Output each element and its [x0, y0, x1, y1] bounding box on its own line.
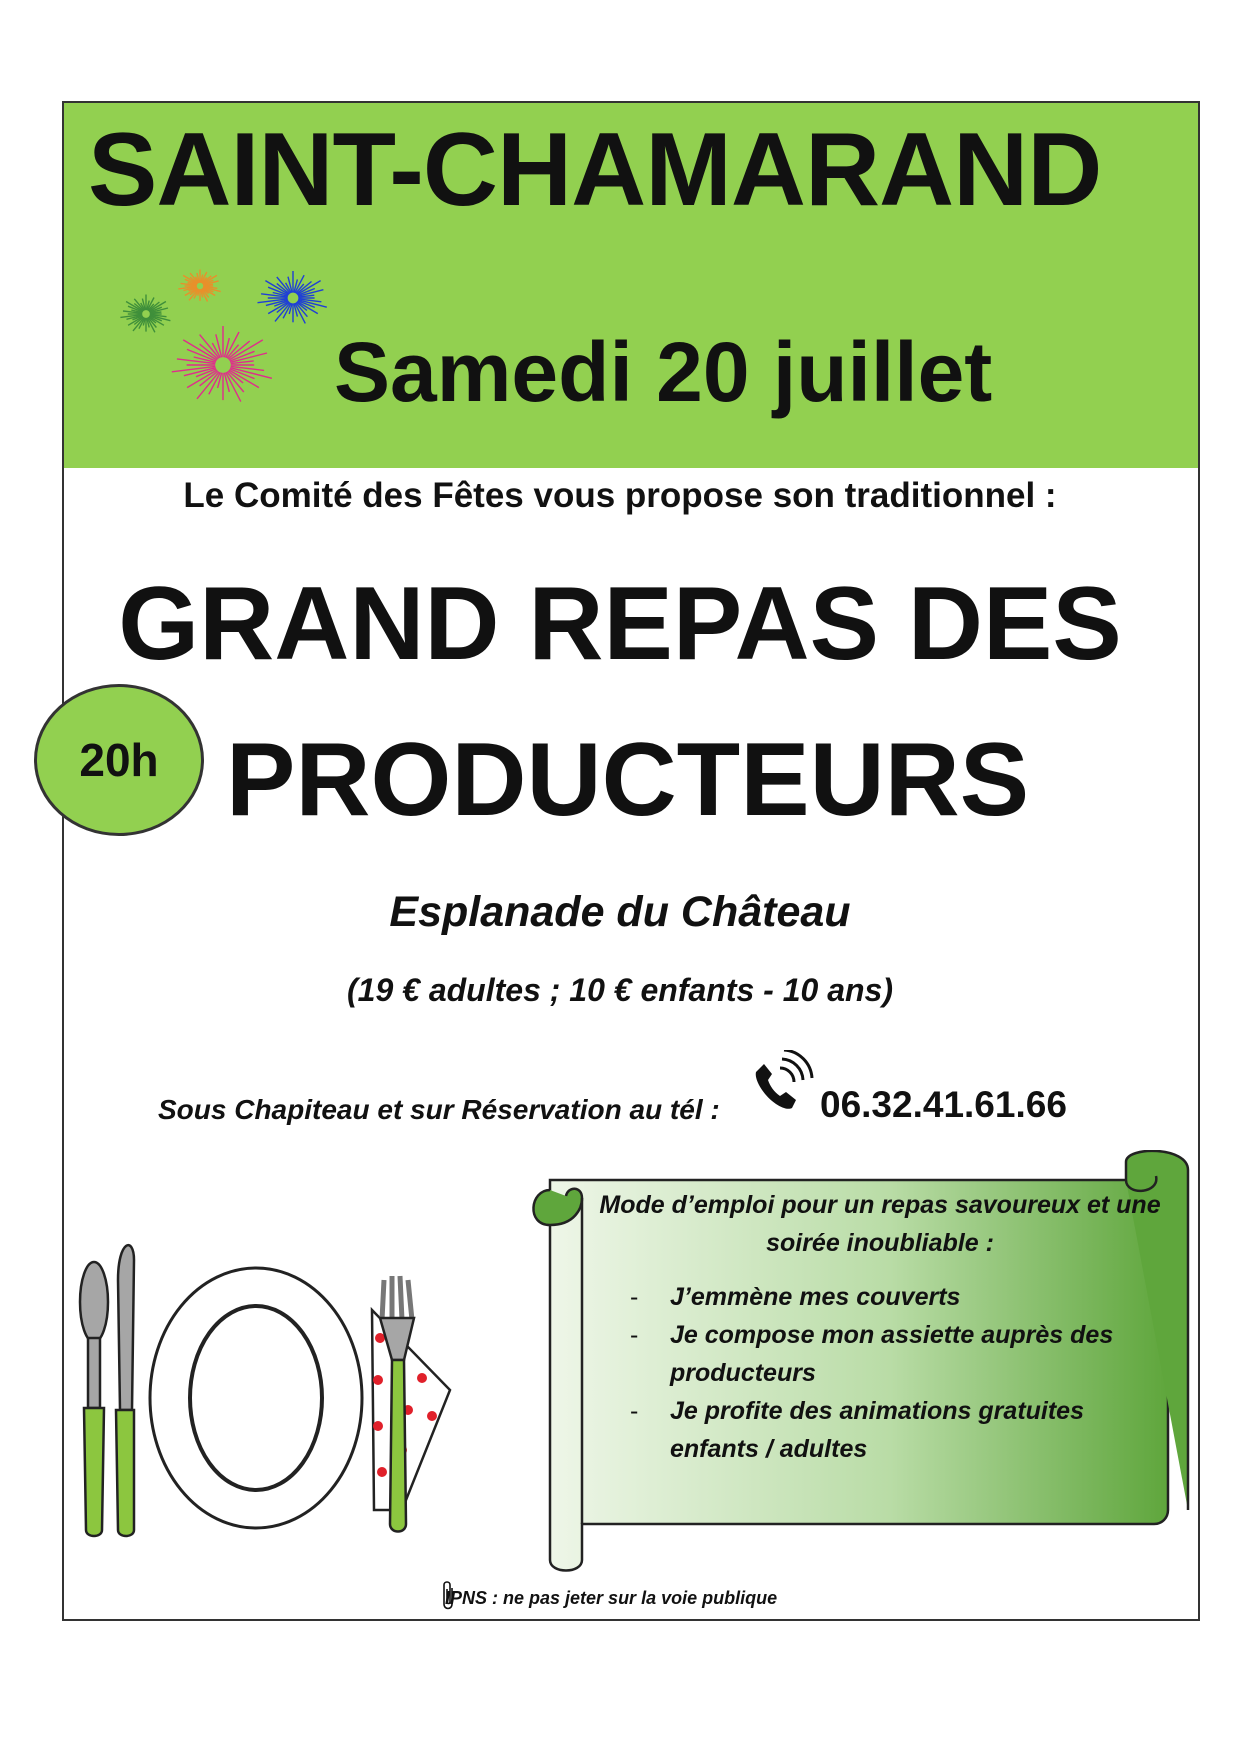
napkin-illustration	[372, 1310, 450, 1510]
headline-line-1: GRAND REPAS DES	[118, 566, 1122, 682]
list-item: - Je profite des animations gratuites enfants / adultes	[590, 1392, 1170, 1468]
firework-orange	[178, 270, 220, 302]
cutlery-plate-illustration	[72, 1240, 512, 1550]
phone-icon	[746, 1050, 816, 1120]
phone-number: 06.32.41.61.66	[820, 1084, 1067, 1125]
spoon-illustration	[80, 1262, 108, 1536]
event-date: Samedi 20 juillet	[334, 325, 993, 419]
venue-text: Esplanade du Château	[389, 888, 851, 936]
time-badge: 20h	[34, 684, 204, 836]
firework-blue	[258, 271, 327, 323]
knife-illustration	[116, 1245, 134, 1536]
instructions-text	[590, 1186, 1170, 1468]
list-item: - Je compose mon assiette auprès des producteurs	[590, 1316, 1170, 1392]
firework-green	[120, 295, 170, 333]
reservation-text: Sous Chapiteau et sur Réservation au tél :	[158, 1094, 720, 1125]
prices-text: (19 € adultes ; 10 € enfants - 10 ans)	[347, 972, 893, 1008]
plate-illustration	[150, 1268, 362, 1528]
headline-line-2: PRODUCTEURS	[226, 722, 1030, 838]
firework-pink	[172, 326, 272, 402]
list-item: - J’emmène mes couverts	[590, 1278, 1170, 1316]
instructions-heading: Mode d’emploi pour un repas savoureux et une soirée inoubliable :	[599, 1191, 1161, 1257]
fireworks-illustration	[108, 262, 348, 422]
footer-text: IPNS : ne pas jeter sur la voie publique	[445, 1588, 778, 1608]
town-title: SAINT-CHAMARAND	[88, 112, 1102, 228]
intro-text: Le Comité des Fêtes vous propose son traditionnel :	[183, 476, 1057, 515]
instructions-list	[590, 1278, 1170, 1468]
